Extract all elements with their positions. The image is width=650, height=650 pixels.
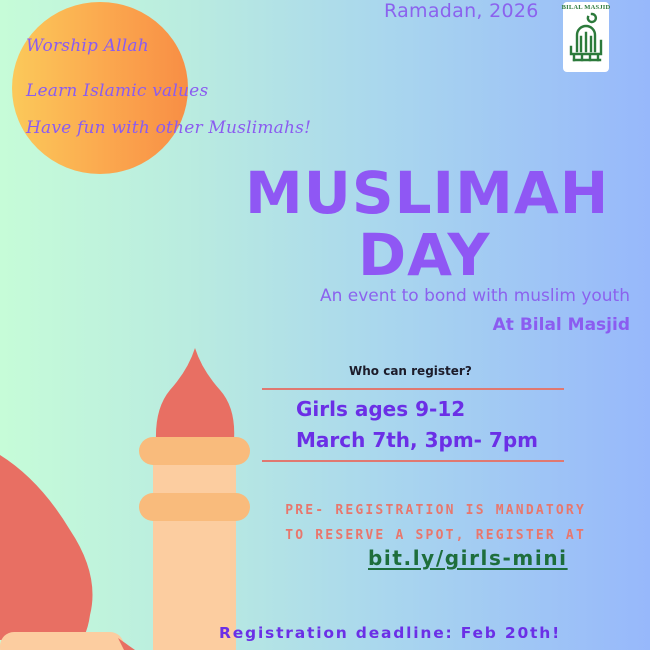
event-title-line1: MUSLIMAH (245, 159, 610, 227)
divider-bottom (262, 460, 564, 462)
registration-deadline: Registration deadline: Feb 20th! (219, 624, 561, 642)
event-subtitle: An event to bond with muslim youth (319, 286, 630, 306)
event-date-header: Ramadan, 2026 (384, 0, 539, 22)
divider-top (262, 388, 564, 390)
registration-notice-line2: TO RESERVE A SPOT, REGISTER AT (285, 528, 586, 543)
dome-shape (0, 455, 93, 640)
highlight-fun: Have fun with other Muslimahs! (26, 118, 312, 138)
event-title-line2: DAY (358, 221, 491, 289)
mosque-illustration (0, 340, 260, 650)
logo-label: BILAL MASJID (561, 4, 611, 11)
registration-notice-line1: PRE- REGISTRATION IS MANDATORY (285, 503, 586, 518)
eligibility-question: Who can register? (349, 364, 472, 378)
eligibility-audience: Girls ages 9-12 (296, 397, 466, 421)
highlight-learn: Learn Islamic values (26, 81, 209, 101)
registration-link[interactable]: bit.ly/girls-mini (368, 546, 568, 570)
eligibility-datetime: March 7th, 3pm- 7pm (296, 428, 539, 452)
event-location: At Bilal Masjid (492, 315, 630, 335)
highlight-worship: Worship Allah (26, 36, 149, 56)
bilal-masjid-logo (563, 2, 609, 72)
masjid-logo-icon (566, 11, 606, 65)
